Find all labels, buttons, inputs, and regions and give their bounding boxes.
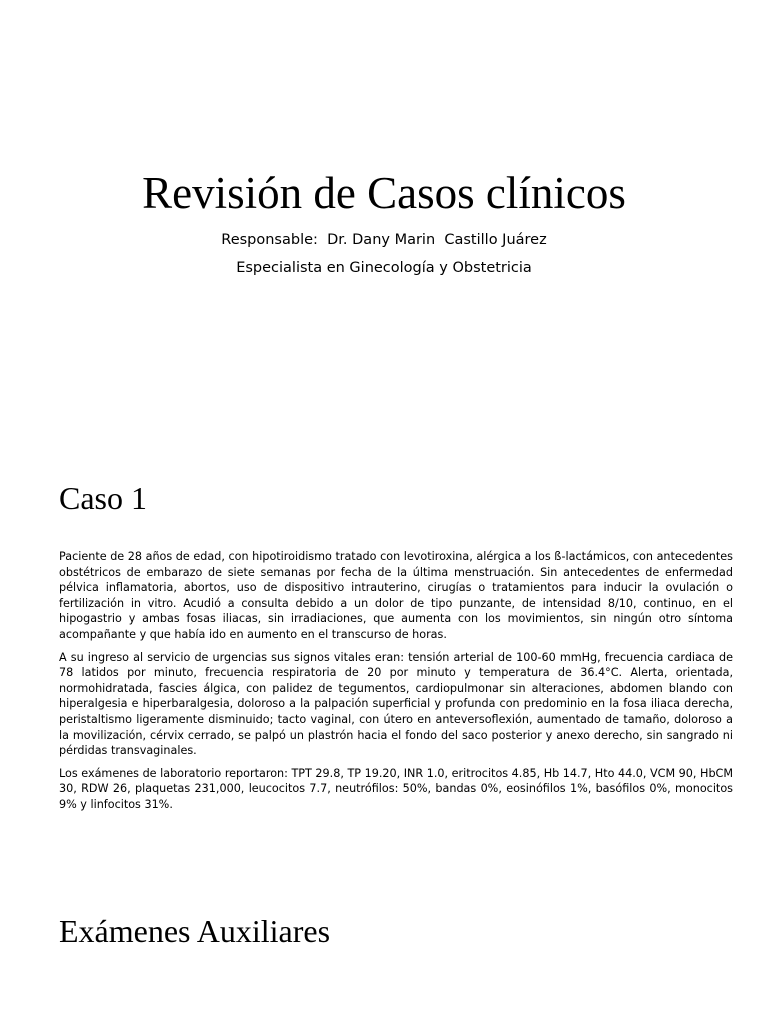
document-title: Revisión de Casos clínicos bbox=[142, 168, 626, 218]
title-block bbox=[0, 166, 768, 278]
specialty-line: Especialista en Ginecología y Obstetricia bbox=[236, 260, 532, 276]
case-1-paragraph-vitals: A su ingreso al servicio de urgencias sus signos vitales eran: tensión arterial de 100-60 mmHg, frecuencia cardiaca de 78 latidos por minuto, frecuencia respiratoria de 20 por minuto y temperatura de 36.4°C. Alerta, orientada, normohidratada, fascies álgica, con palidez de tegumentos, cardiopulmonar sin alteraciones, abdomen blando con hiperalgesia e hiperbaralgesia, doloroso a la palpación superficial y profunda con predominio en la fosa iliaca derecha, peristaltismo ligeramente disminuido; tacto vaginal, con útero en anteversoflexión, aumentado de tamaño, doloroso a la movilización, cérvix cerrado, se palpó un plastrón hacia el fondo del saco posterior y anexo derecho, sin sangrado ni pérdidas transvaginales. bbox=[59, 650, 733, 758]
case-1-body bbox=[59, 549, 733, 820]
auxiliary-exams-heading: Exámenes Auxiliares bbox=[59, 913, 331, 949]
responsible-line: Responsable: Dr. Dany Marin Castillo Juárez bbox=[221, 232, 547, 248]
case-1-paragraph-history: Paciente de 28 años de edad, con hipotiroidismo tratado con levotiroxina, alérgica a los ß-lactámicos, con antecedentes obstétricos de embarazo de siete semanas por fecha de la última menstruación. Sin antecedentes de enfermedad pélvica inflamatoria, abortos, uso de dispositivo intrauterino, cirugías o tratamientos para inducir la ovulación o fertilización in vitro. Acudió a consulta debido a un dolor de tipo punzante, de intensidad 8/10, continuo, en el hipogastrio y ambas fosas iliacas, sin irradiaciones, que aumenta con los movimientos, sin ningún otro síntoma acompañante y que había ido en aumento en el transcurso de horas. bbox=[59, 550, 733, 641]
case-1-paragraph-labs: Los exámenes de laboratorio reportaron: TPT 29.8, TP 19.20, INR 1.0, eritrocitos 4.85, Hb 14.7, Hto 44.0, VCM 90, HbCM 30, RDW 26, plaquetas 231,000, leucocitos 7.7, neutrófilos: 50%, bandas 0%, eosinófilos 1%, basófilos 0%, monocitos 9% y linfocitos 31%. bbox=[59, 766, 734, 811]
case-1-heading: Caso 1 bbox=[59, 480, 147, 516]
